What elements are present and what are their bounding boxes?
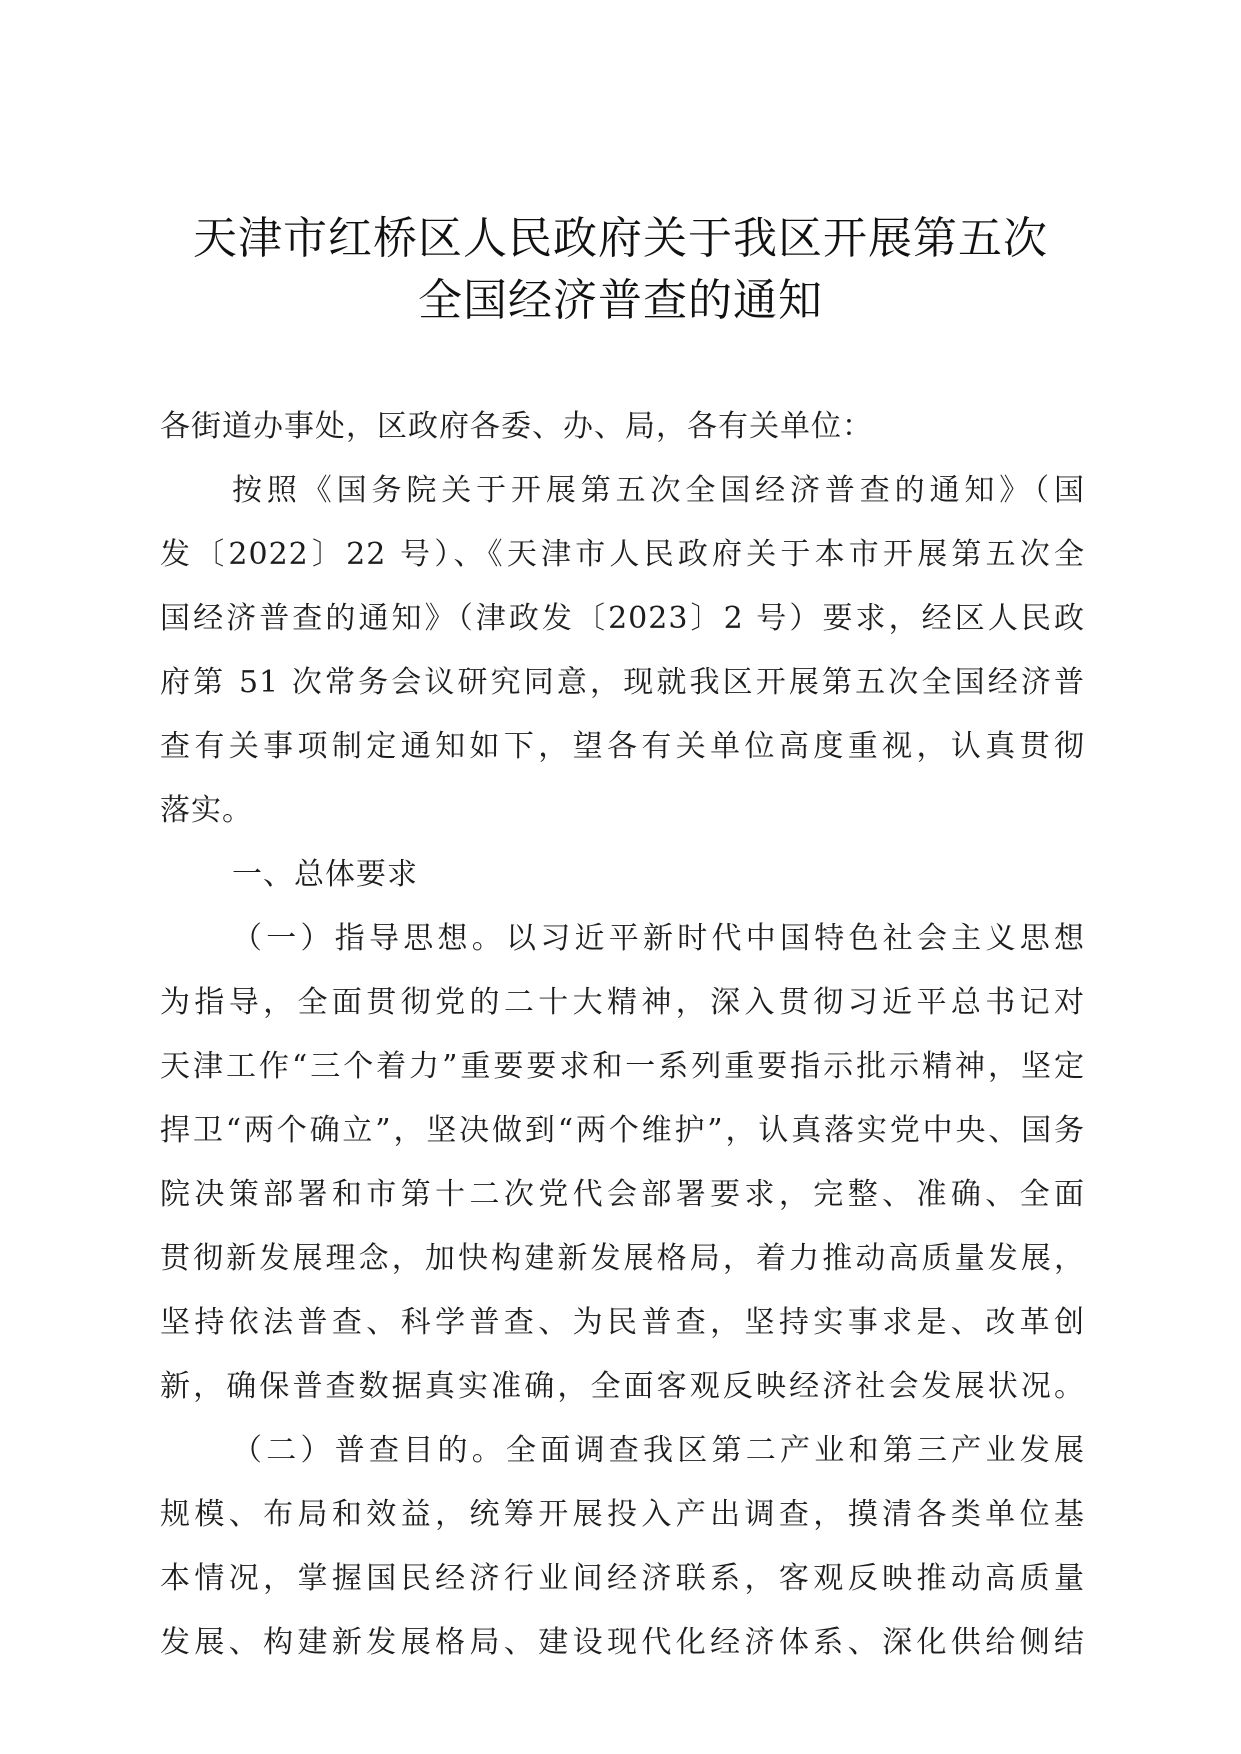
body-line: 本情况，掌握国民经济行业间经济联系，客观反映推动高质量 xyxy=(160,1561,1085,1596)
body-line: 天津工作“三个着力”重要要求和一系列重要指示批示精神，坚定 xyxy=(160,1049,1085,1084)
document-title xyxy=(0,208,1241,332)
body-line: 坚持依法普查、科学普查、为民普查，坚持实事求是、改革创 xyxy=(160,1305,1085,1340)
body-line: 为指导，全面贯彻党的二十大精神，深入贯彻习近平总书记对 xyxy=(160,985,1085,1020)
title-line-1: 天津市红桥区人民政府关于我区开展第五次 xyxy=(193,213,1048,264)
body-line: 新，确保普查数据真实准确，全面客观反映经济社会发展状况。 xyxy=(160,1369,1085,1404)
title-line-2: 全国经济普查的通知 xyxy=(418,275,823,326)
body-line: （一）指导思想。以习近平新时代中国特色社会主义思想 xyxy=(232,921,1085,956)
body-line: 按照《国务院关于开展第五次全国经济普查的通知》（国 xyxy=(232,473,1085,508)
body-line: 发展、构建新发展格局、建设现代化经济体系、深化供给侧结 xyxy=(160,1625,1085,1660)
body-line: 一、总体要求 xyxy=(232,857,418,892)
body-line: 查有关事项制定通知如下，望各有关单位高度重视，认真贯彻 xyxy=(160,729,1085,764)
body-line: 院决策部署和市第十二次党代会部署要求，完整、准确、全面 xyxy=(160,1177,1085,1212)
body-line: 各街道办事处，区政府各委、办、局，各有关单位： xyxy=(160,409,873,444)
body-line: 府第 51 次常务会议研究同意，现就我区开展第五次全国经济普 xyxy=(160,665,1085,700)
body-line: 捍卫“两个确立”，坚决做到“两个维护”，认真落实党中央、国务 xyxy=(160,1113,1085,1148)
body-line: （二）普查目的。全面调查我区第二产业和第三产业发展 xyxy=(232,1433,1085,1468)
body-line: 国经济普查的通知》（津政发〔2023〕2 号）要求，经区人民政 xyxy=(160,601,1085,636)
body-line: 贯彻新发展理念，加快构建新发展格局，着力推动高质量发展， xyxy=(160,1241,1085,1276)
body-line: 发〔2022〕22 号）、《天津市人民政府关于本市开展第五次全 xyxy=(160,537,1085,572)
document-body xyxy=(160,395,1085,1675)
body-line: 落实。 xyxy=(160,793,253,828)
body-line: 规模、布局和效益，统筹开展投入产出调查，摸清各类单位基 xyxy=(160,1497,1085,1532)
